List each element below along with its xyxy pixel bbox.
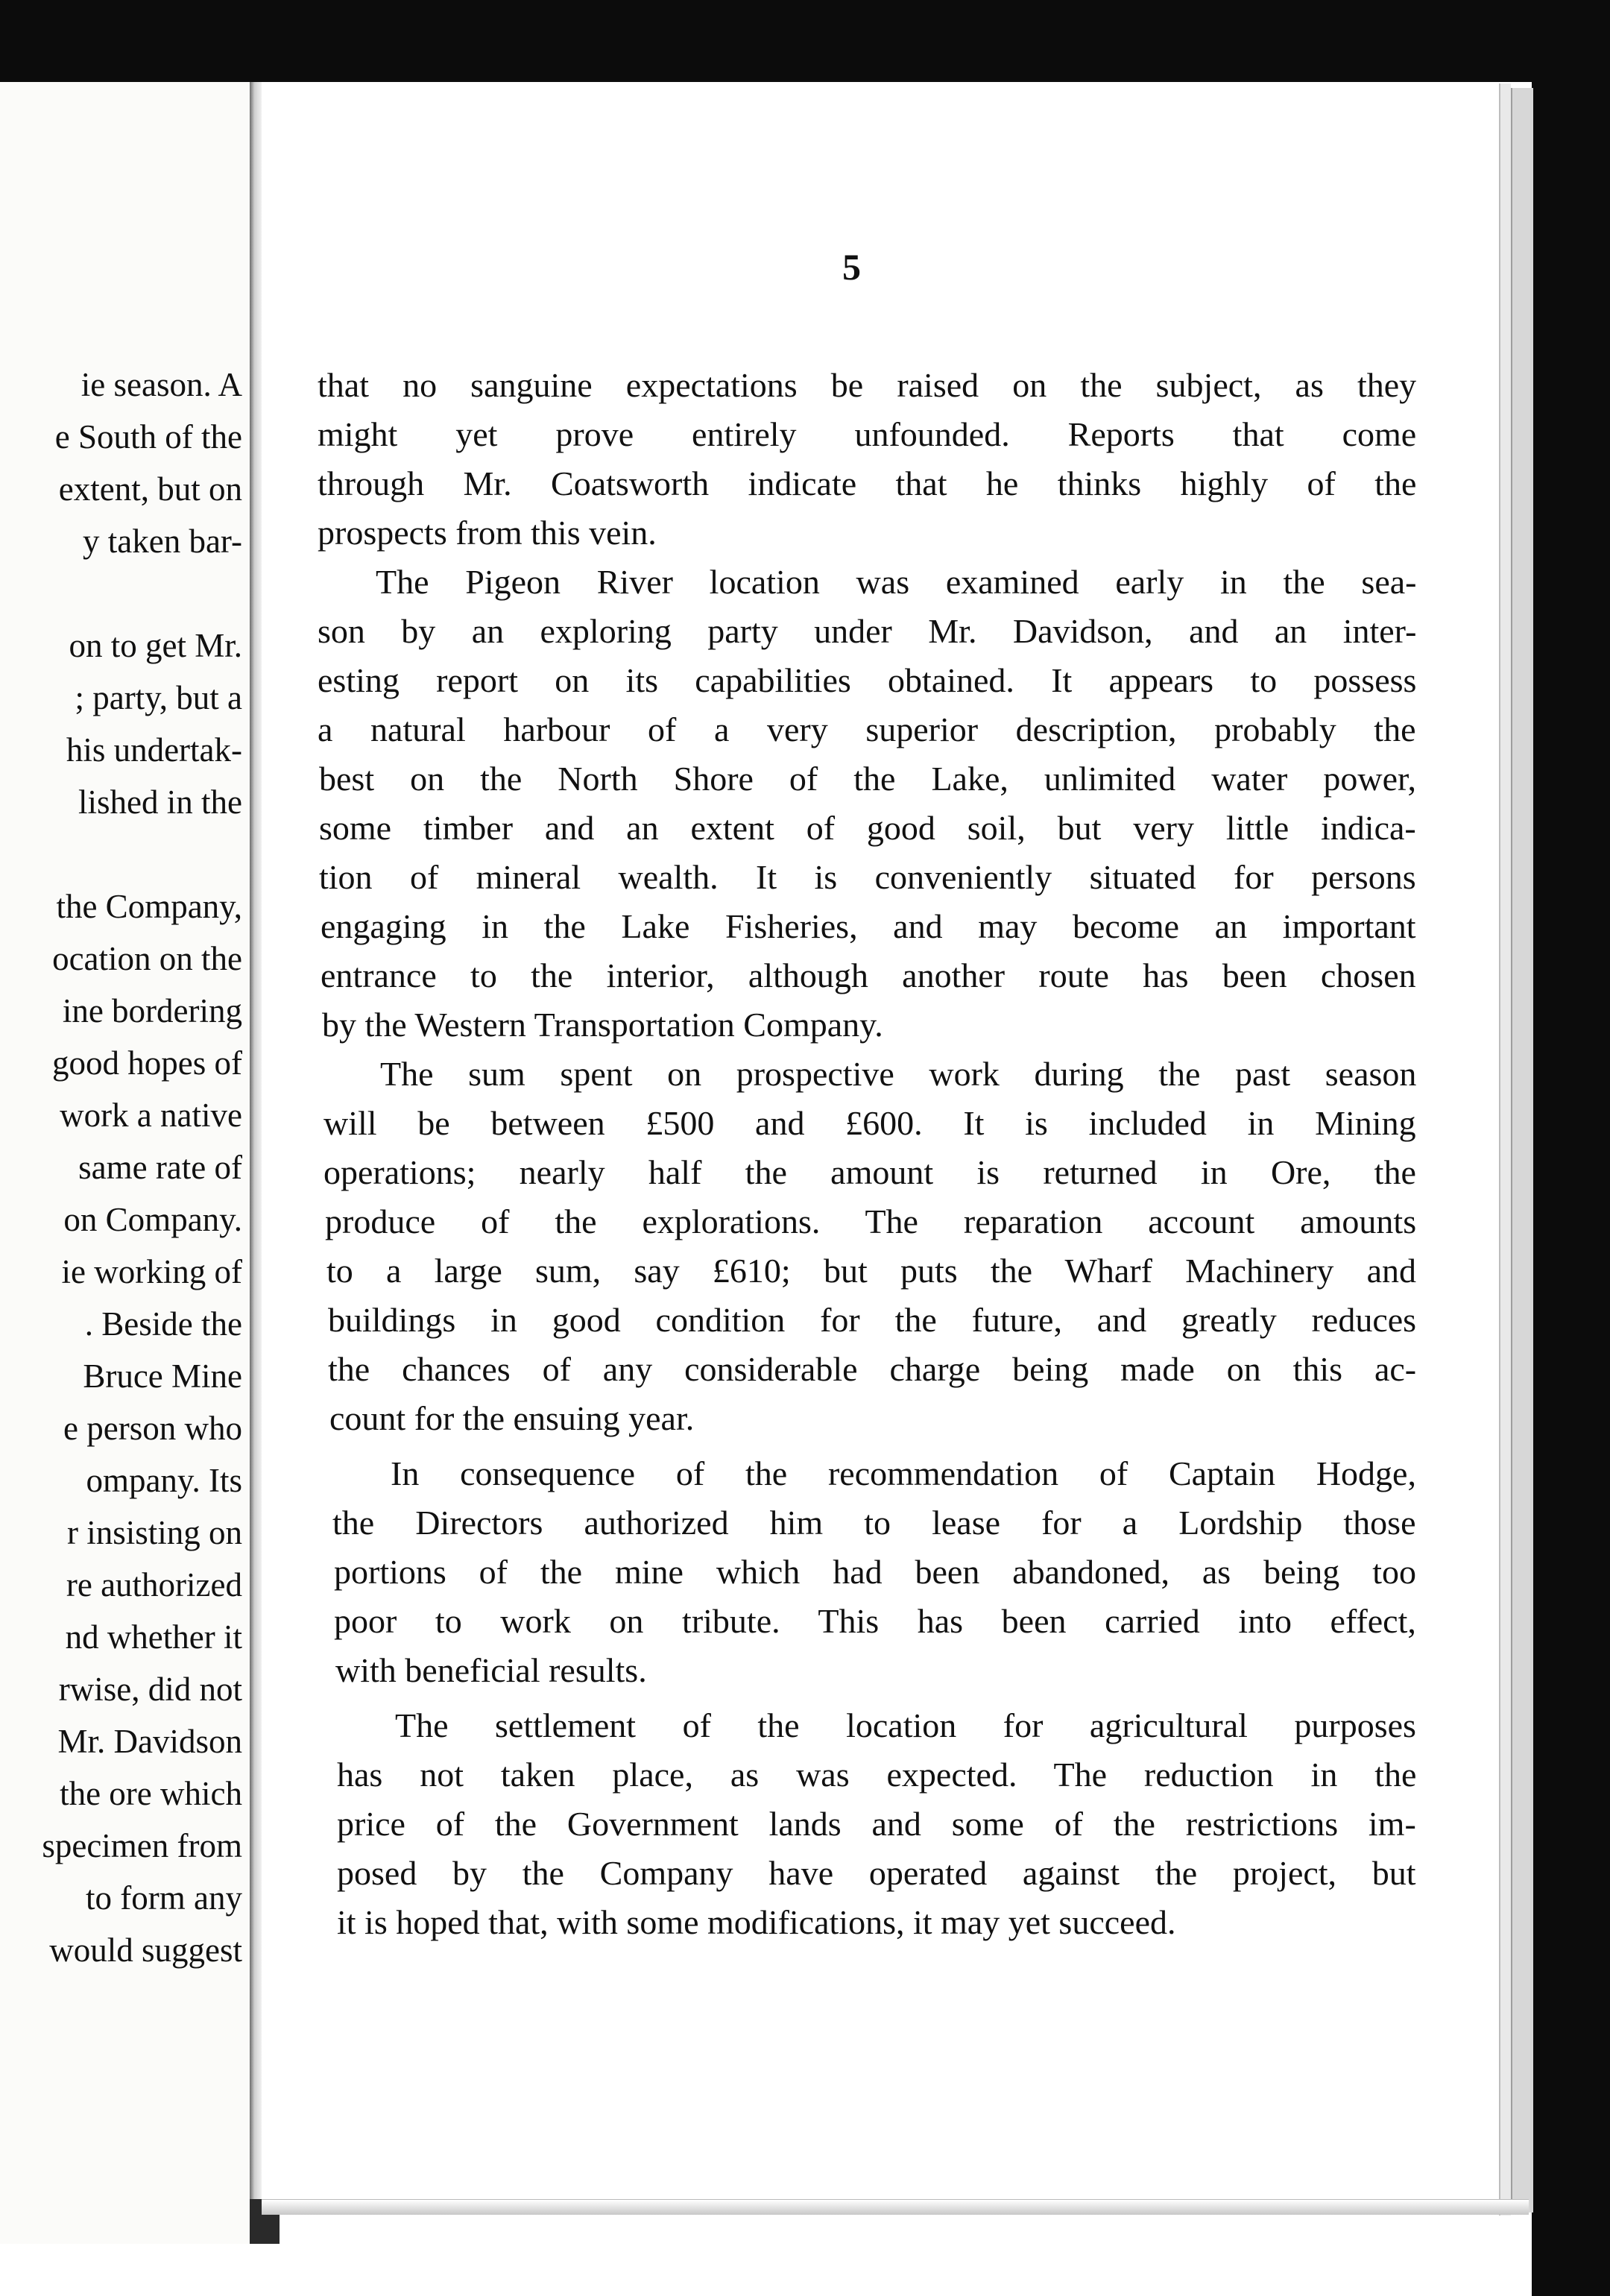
left-page-line: rwise, did not	[58, 1671, 242, 1708]
left-page-line: ie working of	[61, 1253, 242, 1290]
left-page-line: to form any	[86, 1879, 242, 1917]
text-line: posed by the Company have operated against the project, but	[337, 1854, 1416, 1892]
text-line: prospects from this vein.	[318, 514, 657, 552]
text-line: with beneficial results.	[335, 1651, 647, 1689]
left-page-line: ine bordering	[62, 992, 242, 1029]
text-line: tion of mineral wealth. It is conveniently situated for persons	[319, 858, 1416, 896]
left-page-line: on to get Mr.	[69, 627, 242, 664]
text-line: that no sanguine expectations be raised on the subject, as they	[318, 366, 1417, 404]
page-edge	[1499, 83, 1511, 2215]
left-page-line: Bruce Mine	[83, 1357, 242, 1395]
left-page-line: on Company.	[63, 1201, 242, 1238]
left-page-line: re authorized	[66, 1566, 242, 1603]
text-line: through Mr. Coatsworth indicate that he thinks highly of the	[318, 464, 1417, 502]
text-line: The sum spent on prospective work during the past season	[380, 1055, 1417, 1093]
book-gutter	[250, 82, 262, 2214]
text-line: The settlement of the location for agricultural purposes	[395, 1706, 1416, 1744]
left-page-line: same rate of	[78, 1149, 242, 1186]
left-page-line: y taken bar-	[83, 523, 242, 560]
left-page-line: work a native	[60, 1097, 242, 1134]
text-line: In consequence of the recommendation of Captain Hodge,	[391, 1454, 1416, 1492]
left-page-line: ompany. Its	[86, 1462, 242, 1499]
left-page-line: r insisting on	[66, 1514, 242, 1551]
text-line: to a large sum, say £610; but puts the Wharf Machinery and	[326, 1252, 1417, 1290]
text-line: count for the ensuing year.	[329, 1399, 695, 1437]
text-line: produce of the explorations. The reparation account amounts	[325, 1202, 1417, 1240]
text-line: a natural harbour of a very superior description, probably the	[318, 710, 1416, 748]
scan-border-right	[1532, 0, 1610, 2296]
left-page-line: would suggest	[49, 1931, 242, 1969]
page-edge	[1511, 88, 1533, 2213]
left-page-line: Mr. Davidson	[57, 1723, 242, 1760]
text-line: might yet prove entirely unfounded. Reports that come	[318, 415, 1417, 453]
text-line: the chances of any considerable charge being made on this ac-	[328, 1350, 1417, 1388]
text-line: portions of the mine which had been abandoned, as being too	[334, 1553, 1416, 1591]
left-page-line: ie season. A	[80, 366, 242, 403]
left-page-line: specimen from	[42, 1827, 242, 1864]
text-line: price of the Government lands and some of the restrictions im-	[337, 1805, 1416, 1843]
text-line: esting report on its capabilities obtained. It appears to possess	[318, 661, 1417, 699]
text-line: it is hoped that, with some modifications, it may yet succeed.	[337, 1903, 1176, 1941]
text-line: will be between £500 and £600. It is included in Mining	[323, 1104, 1416, 1142]
text-line: operations; nearly half the amount is returned in Ore, the	[323, 1153, 1416, 1191]
left-page-line: nd whether it	[65, 1618, 242, 1656]
text-line: engaging in the Lake Fisheries, and may become an important	[321, 907, 1416, 945]
text-line: buildings in good condition for the future, and greatly reduces	[328, 1301, 1417, 1339]
text-line: poor to work on tribute. This has been carried into effect,	[334, 1602, 1416, 1640]
left-page-line: the ore which	[60, 1775, 242, 1812]
text-line: some timber and an extent of good soil, but very little indica-	[319, 809, 1416, 847]
left-page-line: . Beside the	[84, 1305, 242, 1343]
text-line: the Directors authorized him to lease for a Lordship those	[332, 1504, 1416, 1542]
text-line: The Pigeon River location was examined early in the sea-	[376, 563, 1417, 601]
text-line: has not taken place, as was expected. The reduction in the	[337, 1756, 1417, 1794]
left-page-line: e South of the	[54, 418, 242, 455]
text-line: best on the North Shore of the Lake, unlimited water power,	[319, 760, 1416, 798]
text-line: by the Western Transportation Company.	[322, 1006, 883, 1044]
left-page-line: the Company,	[56, 888, 242, 925]
left-page-line: good hopes of	[52, 1044, 242, 1082]
text-line: entrance to the interior, although another route has been chosen	[321, 956, 1416, 994]
text-line: son by an exploring party under Mr. Davidson, and an inter-	[318, 612, 1417, 650]
left-page-line: ocation on the	[52, 940, 242, 977]
left-page-line: lished in the	[78, 783, 242, 821]
scan-border-top	[0, 0, 1610, 82]
left-page-line: extent, but on	[58, 470, 242, 508]
page-number: 5	[842, 246, 861, 288]
page-bottom-edge	[262, 2199, 1529, 2215]
left-facing-page	[0, 82, 250, 2244]
left-page-line: ; party, but a	[75, 679, 242, 716]
left-page-line: e person who	[63, 1410, 242, 1447]
left-page-line: his undertak-	[66, 731, 242, 769]
